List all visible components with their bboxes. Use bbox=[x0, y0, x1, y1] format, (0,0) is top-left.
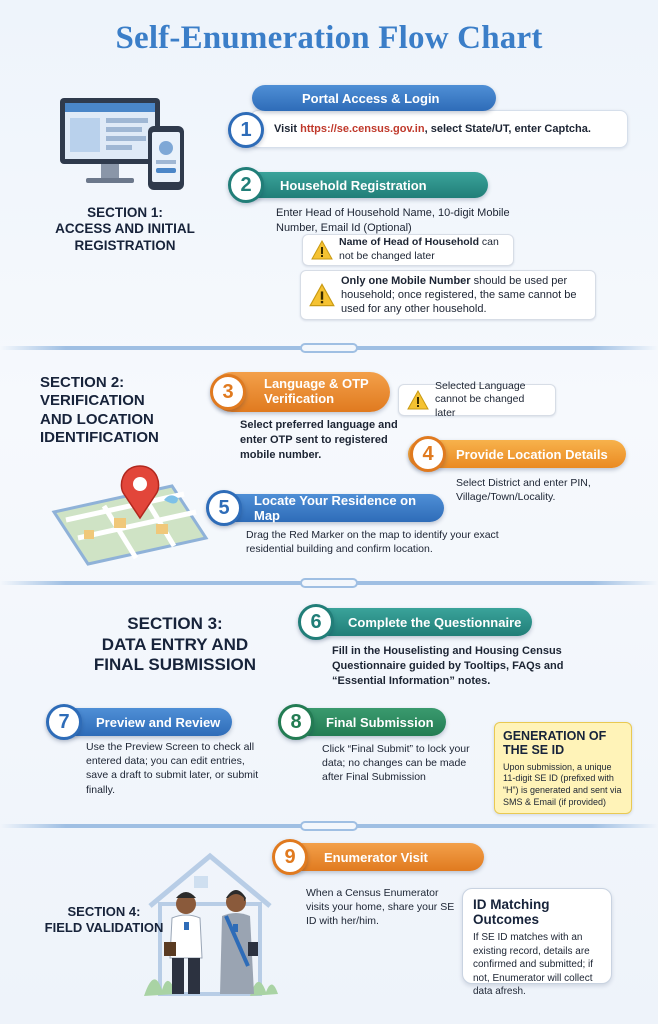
step-9-header: Enumerator Visit bbox=[276, 843, 484, 871]
step-5-description: Drag the Red Marker on the map to identify your exact residential building and confirm location. bbox=[246, 529, 499, 556]
step-8-description: Click “Final Submit” to lock your data; no changes can be made after Final Submission bbox=[322, 743, 470, 784]
portal-url-link[interactable]: https://se.census.gov.in bbox=[300, 123, 425, 135]
warning-icon bbox=[309, 283, 335, 307]
step-5-header: Locate Your Residence on Map bbox=[210, 494, 444, 522]
step-5-number: 5 bbox=[206, 490, 242, 526]
step-9-number: 9 bbox=[272, 839, 308, 875]
warning-language: Selected Language cannot be changed later bbox=[398, 384, 556, 416]
step-7-description: Use the Preview Screen to check all entered data; you can edit entries, save a draft to submit later, or submit finally. bbox=[86, 741, 259, 796]
step-4-description: Select District and enter PIN, Village/Town/Locality. bbox=[456, 477, 591, 504]
step-2-header: Household Registration bbox=[238, 172, 488, 198]
section-2-label: SECTION 2: VERIFICATION AND LOCATION IDENTIFICATION bbox=[40, 374, 159, 446]
map-pin-icon bbox=[44, 460, 214, 570]
step-9-description: When a Census Enumerator visits your home, share your SE ID with her/him. bbox=[306, 887, 455, 928]
step-2-number: 2 bbox=[228, 167, 264, 203]
step-3-header: Language & OTP Verification bbox=[212, 372, 390, 412]
step-7-header: Preview and Review bbox=[48, 708, 232, 736]
step-2-description: Enter Head of Household Name, 10-digit Mobile Number, Email Id (Optional) bbox=[276, 207, 510, 234]
warning-icon bbox=[311, 240, 333, 260]
step-4-header: Provide Location Details bbox=[408, 440, 626, 468]
step-6-description: Fill in the Houselisting and Housing Census Questionnaire guided by Tooltips, FAQs and “Essential Information” notes. bbox=[332, 645, 564, 687]
section-4-label: SECTION 4: FIELD VALIDATION bbox=[44, 904, 164, 935]
warning-mobile-number: Only one Mobile Number should be used per household; once registered, the same cannot be used for any other household. bbox=[300, 270, 596, 320]
divider-ornament bbox=[300, 821, 358, 831]
step-3-description: Select preferred language and enter OTP sent to registered mobile number. bbox=[240, 419, 398, 461]
computer-and-phone-icon bbox=[56, 96, 196, 196]
warning-icon bbox=[407, 390, 429, 410]
step-6-header: Complete the Questionnaire bbox=[300, 608, 532, 636]
step-3-number: 3 bbox=[210, 374, 246, 410]
step-4-number: 4 bbox=[410, 436, 446, 472]
divider-ornament bbox=[300, 578, 358, 588]
step-1-header: Portal Access & Login bbox=[252, 85, 496, 111]
step-8-header: Final Submission bbox=[280, 708, 446, 736]
step-7-number: 7 bbox=[46, 704, 82, 740]
step-1-description: Visit https://se.census.gov.in, select State/UT, enter Captcha. bbox=[274, 123, 591, 135]
se-id-generation-card: GENERATION OF THE SE ID Upon submission, a unique 11-digit SE ID (prefixed with “H”) is generated and sent via SMS & Email (if provided) bbox=[494, 722, 632, 814]
step-8-number: 8 bbox=[278, 704, 314, 740]
step-6-number: 6 bbox=[298, 604, 334, 640]
id-matching-outcomes-card: ID Matching Outcomes If SE ID matches with an existing record, details are confirmed and submitted; if not, Enumerator will collect data afresh. bbox=[462, 888, 612, 984]
section-3-label: SECTION 3: DATA ENTRY AND FINAL SUBMISSION bbox=[93, 614, 257, 675]
section-1-label: SECTION 1: ACCESS AND INITIAL REGISTRATION bbox=[55, 205, 195, 253]
divider-ornament bbox=[300, 343, 358, 353]
page-title: Self-Enumeration Flow Chart bbox=[115, 20, 543, 56]
step-1-number: 1 bbox=[228, 112, 264, 148]
warning-head-of-household: Name of Head of Household can not be changed later bbox=[302, 234, 514, 266]
